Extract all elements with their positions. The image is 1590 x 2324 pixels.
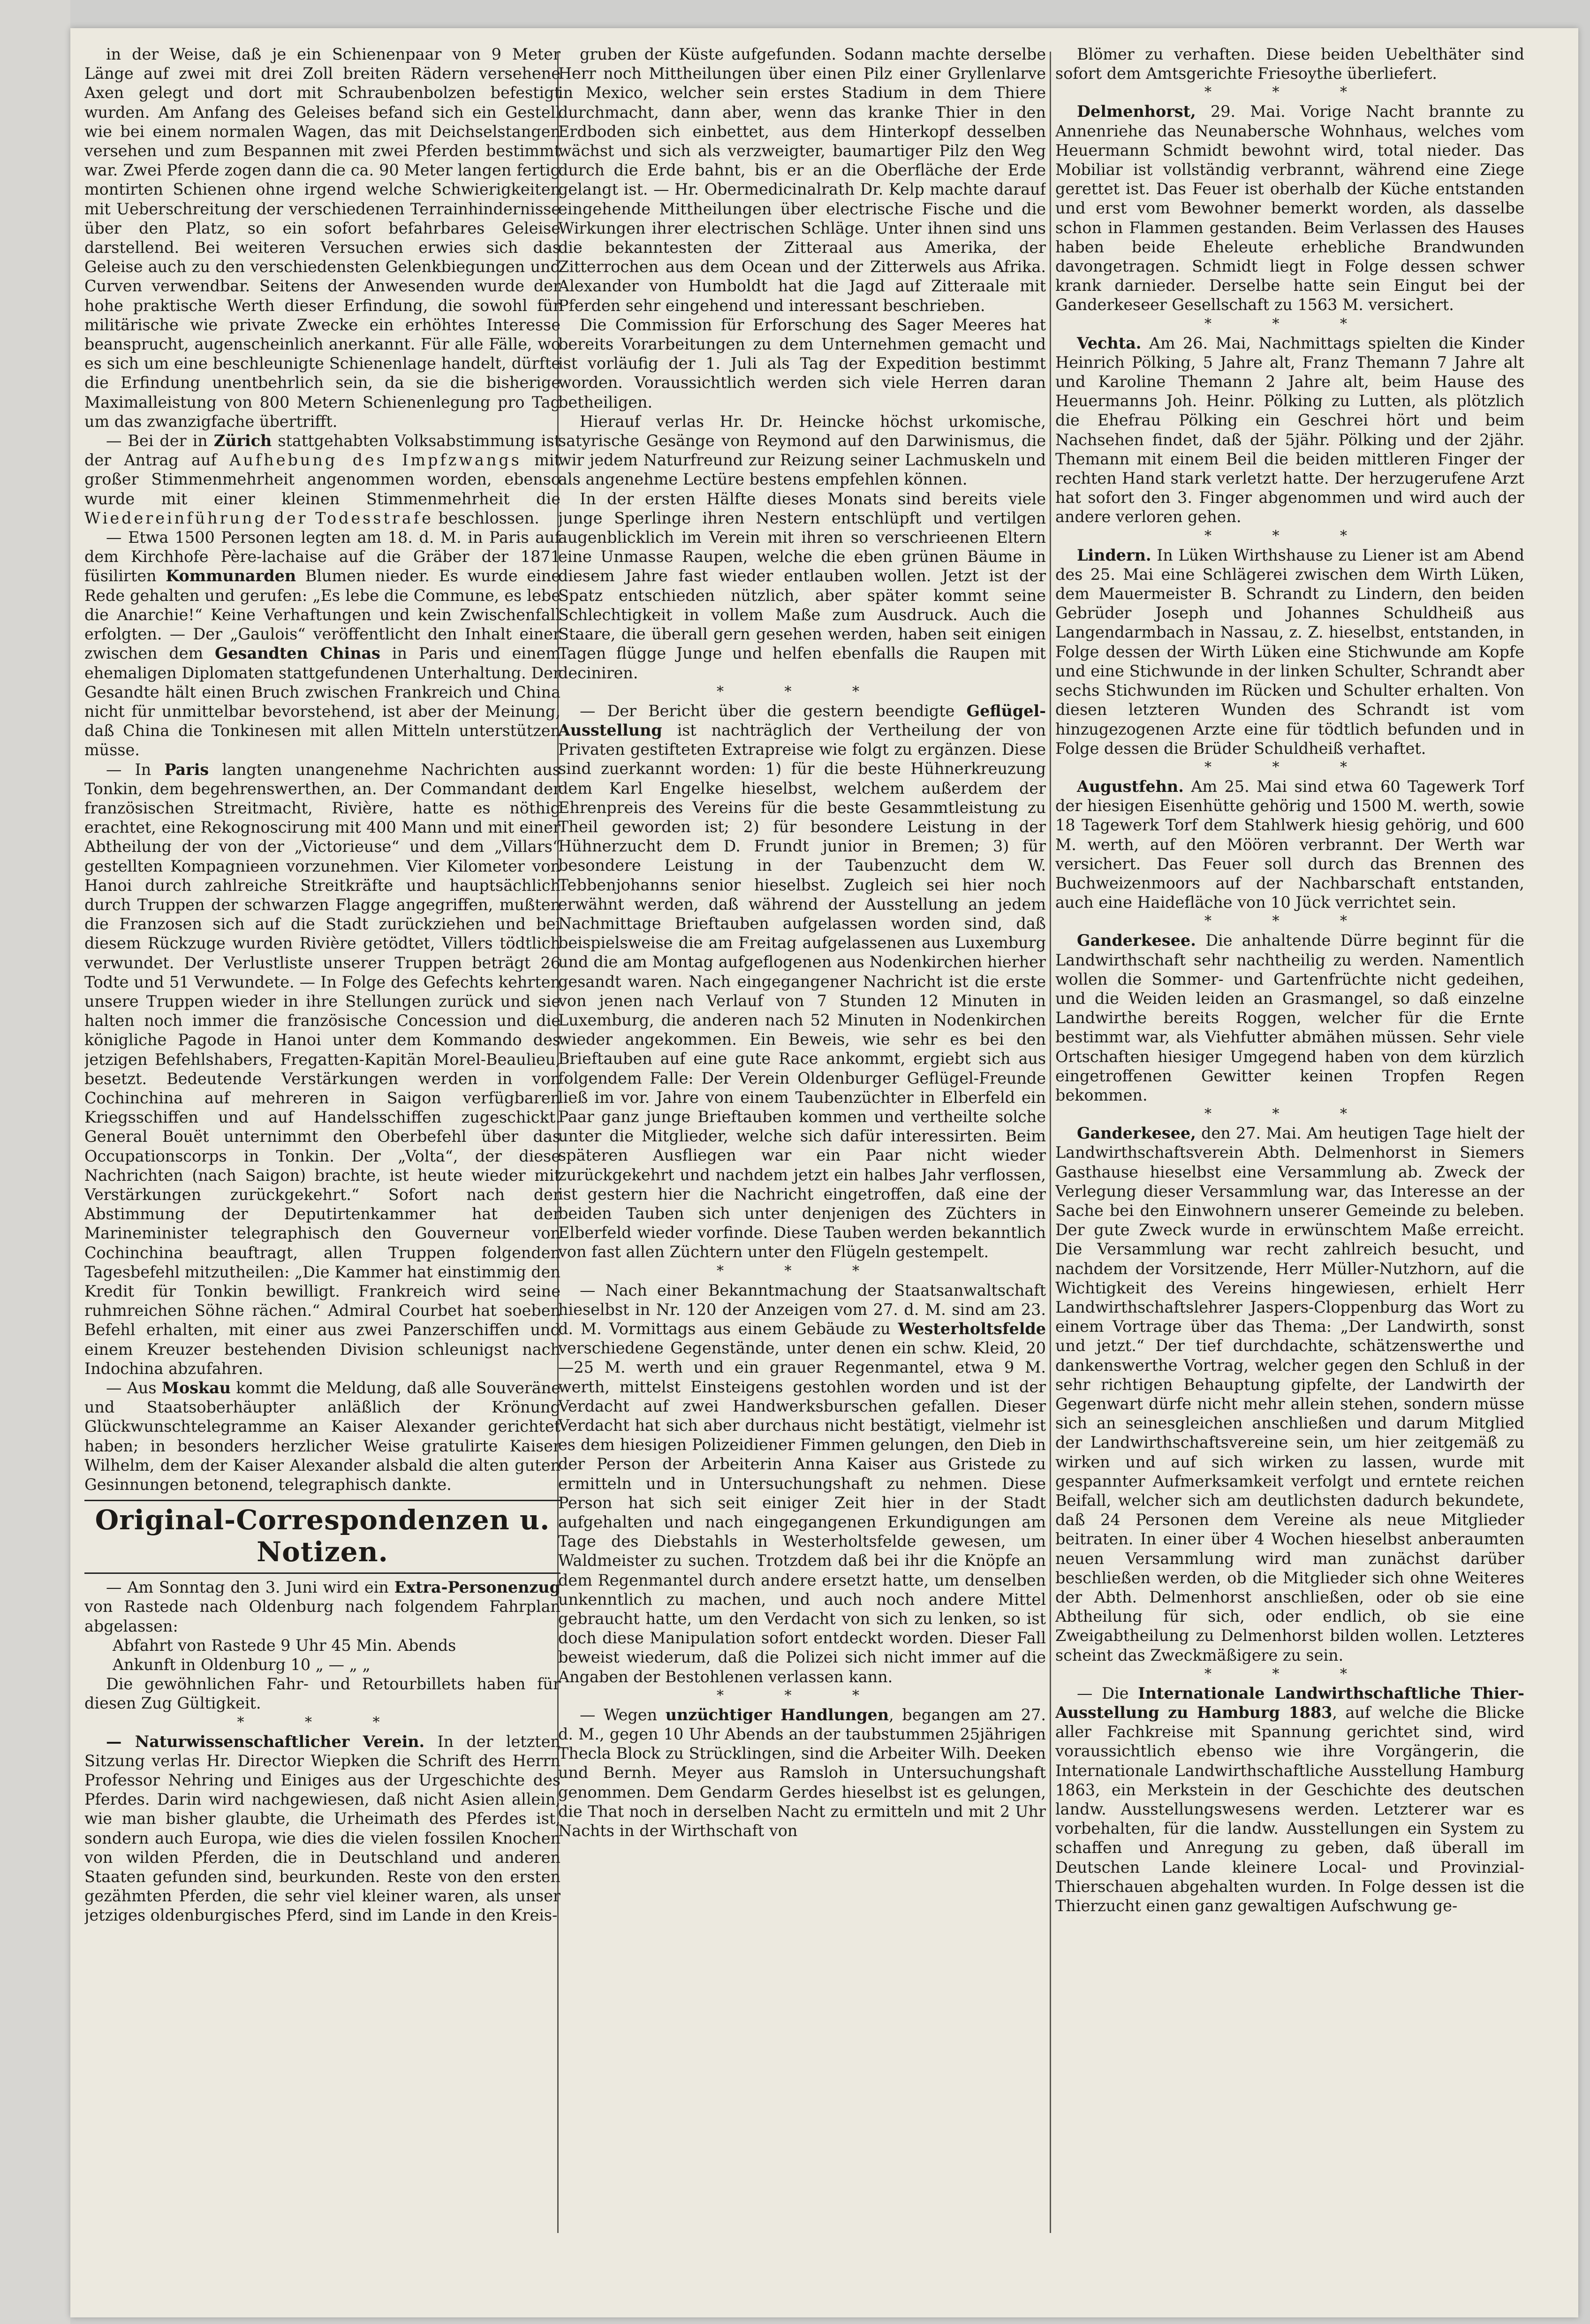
article-paragraph: Die gewöhnlichen Fahr- und Retourbillets haben für diesen Zug Gültigkeit. [84, 1675, 560, 1713]
article-moskau: — Aus Moskau kommt die Meldung, daß alle Souveräne und Staatsoberhäupter anläßlich der Krönung Glückwunschtelegramme an Kaiser Alexander gerichtet haben; in besonders herzlicher Weise gratulirte Kaiser Wilhelm, dem der Kaiser Alexander alsbald die alten guten Gesinnungen betonend, telegraphisch dankte. [84, 1379, 560, 1494]
separator-stars: * * * [1204, 527, 1376, 544]
separator-stars: * * * [1204, 1106, 1376, 1123]
article-augustfehn: Augustfehn. Am 25. Mai sind etwa 60 Tagewerk Torf der hiesigen Eisenhütte gehörig und 1500 M. werth, sowie 18 Tagewerk Torf dem Stahlwerk hiesig gehörig, und 600 M. werth, auf den Möören verbrannt. Der Werth war versichert. Das Feuer soll durch das Brennen des Buchweizenmoors auf der Nachbarschaft entstanden, auch eine Haidefläche von 10 Jück verrichtet sein. [1055, 777, 1524, 912]
separator-stars: * * * [1204, 84, 1376, 101]
column-3 [1055, 45, 1524, 2280]
article-paris-kommunarden: — Etwa 1500 Personen legten am 18. d. M. in Paris auf dem Kirchhofe Père-lachaise auf die Gräber der 1871 füsilirten Kommunarden Blumen nieder. Es wurde eine Rede gehalten und gerufen: „Es lebe die Commune, es lebe die Anarchie!“ Keine Verhaftungen und kein Zwischenfall erfolgten. — Der „Gaulois“ veröffentlicht den Inhalt einer zwischen dem Gesandten Chinas in Paris und einem ehemaligen Diplomaten stattgefundenen Unterhaltung. Der Gesandte hält einen Bruch zwischen Frankreich und China nicht für unmittelbar bevorstehend, ist aber der Meinung, daß China die Tonkinesen mit allen Mitteln unterstützen müsse. [84, 528, 560, 759]
separator-stars: * * * [1204, 1665, 1376, 1682]
schedule-line: Ankunft in Oldenburg 10 „ — „ „ [113, 1656, 371, 1674]
article-paris-tonkin: — In Paris langten unangenehme Nachrichten aus Tonkin, dem begehrenswerthen, an. Der Commandant der französischen Streitmacht, Rivière, hatte es nöthig erachtet, eine Rekognoscirung mit 400 Mann und mit einer Abtheilung der von der „Victorieuse“ und dem „Villars“ gestellten Kompagnieen vorzunehmen. Vier Kilometer von Hanoi durch zahlreiche Streitkräfte und hauptsächlich durch Truppen der schwarzen Flagge angegriffen, mußten die Franzosen sich auf die Stadt zurückziehen und bei diesem Rückzuge wurden Rivière getödtet, Villers tödtlich verwundet. Der Verlustliste unserer Truppen beträgt 26 Todte und 51 Verwundete. — In Folge des Gefechts kehrten unsere Truppen wieder in ihre Stellungen zurück und sie halten noch immer die französische Concession und die königliche Pagode in Hanoi unter dem Kommando des jetzigen Befehlshabers, Fregatten-Kapitän Morel-Beaulieu, besetzt. Bedeutende Verstärkungen werden in von Cochinchina auf mehreren in Saigon verfügbaren Kriegsschiffen und auf Handelsschiffen zugeschickt. General Bouët unternimmt den Oberbefehl über das Occupationscorps in Tonkin. Der „Volta“, der diese Nachrichten (nach Saigon) brachte, ist heute wieder mit Verstärkungen zurückgekehrt.“ Sofort nach der Abstimmung der Deputirtenkammer hat der Marineminister telegraphisch den Gouverneur von Cochinchina beauftragt, allen Truppen folgenden Tagesbefehl mitzutheilen: „Die Kammer hat einstimmig den Kredit für Tonkin bewilligt. Frankreich wird seine ruhmreichen Söhne rächen.“ Admiral Courbet hat soeben Befehl erhalten, mit einer aus zwei Panzerschiffen und einem Kreuzer bestehenden Division schleunigst nach Indochina abzufahren. [84, 760, 560, 1378]
article-paragraph: In der ersten Hälfte dieses Monats sind bereits viele junge Sperlinge ihren Nestern entschlüpft und vertilgen augenblicklich im Verein mit ihren so verschrieenen Eltern eine Unmasse Raupen, welche die eben grünen Bäume in diesem Jahre fast wieder entlauben wollen. Jetzt ist der Spatz entschieden nützlich, aber später kommt seine Schlechtigkeit in vollem Maße zum Ausdruck. Auch die Staare, die überall gern gesehen werden, haben seit einigen Tagen flügge Junge und helfen ebenfalls die Raupen mit deciniren. [558, 489, 1046, 682]
separator-stars: * * * [1204, 315, 1376, 332]
article-paragraph: Hierauf verlas Hr. Dr. Heincke höchst urkomische, satyrische Gesänge von Reymond auf den Darwinismus, die wir jedem Naturfreund zur Reizung seiner Lachmuskeln und als angenehme Lectüre bestens empfehlen können. [558, 412, 1046, 489]
article-zurich: — Bei der in Zürich stattgehabten Volksabstimmung ist der Antrag auf Aufhebung des Impfzwangs mit großer Stimmenmehrheit angenommen worden, ebenso wurde mit einer kleinen Stimmenmehrheit die Wiedereinführung der Todesstrafe beschlossen. [84, 432, 560, 527]
place-name: Zürich [213, 432, 272, 450]
article-extrazug: — Am Sonntag den 3. Juni wird ein Extra-Personenzug von Rastede nach Oldenburg nach folgendem Fahrplan abgelassen: [84, 1578, 560, 1635]
article-paragraph: Die Commission für Erforschung des Sager Meeres hat bereits Vorarbeitungen zu dem Unternehmen gemacht und ist vorläufig der 1. Juli als Tag der Expedition bestimmt worden. Voraussichtlich werden sich viele Herren daran betheiligen. [558, 315, 1046, 411]
separator-stars: * * * [1204, 913, 1376, 930]
separator-stars: * * * [716, 1687, 888, 1704]
article-paragraph: in der Weise, daß je ein Schienenpaar von 9 Meter Länge auf zwei mit drei Zoll breiten Rädern versehene Axen gelegt und dort mit Schraubenbolzen befestigt wurden. Am Anfang des Geleises befand sich ein Gestell wie bei einem normalen Wagen, das mit Deichselstangen versehen und zum Bespannen mit zwei Pferden bestimmt war. Zwei Pferde zogen dann die ca. 90 Meter langen fertig montirten Schienen ohne irgend welche Schwierigkeiten mit Ueberschreitung der verschiedenen Terrainhindernisse über den Platz, so ein sofort befahrbares Geleise darstellend. Bei weiteren Versuchen erwies sich das Geleise auch zu den verschiedensten Gelenkbiegungen und Curven verwendbar. Seitens der Anwesenden wurde der hohe praktische Werth dieser Erfindung, die sowohl für militärische wie private Zwecke ein erhöhtes Interesse beansprucht, augenscheinlich anerkannt. Für alle Fälle, wo es sich um eine beschleunigte Schienenlage handelt, dürfte die Erfindung unentbehrlich sein, da sie die bisherige Maximalleistung von 800 Metern Schienenlegung pro Tag um das zwanzigfache übertrifft. [84, 45, 560, 431]
article-paragraph: Blömer zu verhaften. Diese beiden Uebelthäter sind sofort dem Amtsgerichte Friesoythe überliefert. [1055, 45, 1524, 83]
article-ganderkesee-2: Ganderkesee, den 27. Mai. Am heutigen Tage hielt der Landwirthschaftsverein Abth. Delmenhorst in Siemers Gasthause hieselbst eine Versammlung ab. Zweck der Verlegung dieser Versammlung war, das Interesse an der Sache bei den Einwohnern unserer Gemeinde zu beleben. Der gute Zweck wurde in erwünschtem Maße erreicht. Die Versammlung war recht zahlreich besucht, und nachdem der Vorsitzende, Herr Müller-Nutzhorn, auf die Wichtigkeit des Vereins hingewiesen, erhielt Herr Landwirthschaftslehrer Jaspers-Cloppenburg das Wort zu einem Vortrage über das Thema: „Der Landwirth, sonst und jetzt.“ Der tief durchdachte, schätzenswerthe und dankenswerthe Vortrag, welcher gegen den Schluß in der sehr richtigen Behauptung gipfelte, der Landwirth der Gegenwart dürfe nicht mehr allein stehen, sondern müsse sich an seinesgleichen anschließen und darum Mitglied der Landwirthschaftsvereine sein, um hier zeitgemäß zu wirken und auf sich wirken zu lassen, wurde mit gespannter Aufmerksamkeit verfolgt und erntete reichen Beifall, welcher sich am deutlichsten dadurch bekundete, daß 24 Personen dem Vereine als neue Mitglieder beitraten. In einer über 4 Wochen hieselbst anberaumten neuen Versammlung wird man zunächst darüber beschließen werden, ob die Mitglieder sich ohne Weiteres der Abth. Delmenhorst anschließen, oder ob sie eine Abtheilung für sich, oder endlich, ob sie eine Zweigabtheilung zu Delmenhorst bilden wollen. Letzteres scheint das Zweckmäßigere zu sein. [1055, 1124, 1524, 1664]
schedule-line: Abfahrt von Rastede 9 Uhr 45 Min. Abends [113, 1636, 456, 1655]
article-westerholtsfelde: — Nach einer Bekanntmachung der Staatsanwaltschaft hieselbst in Nr. 120 der Anzeigen vom 27. d. M. sind am 23. d. M. Vormittags aus einem Gebäude zu Westerholtsfelde verschiedene Gegenstände, unter denen ein schw. Kleid, 20—25 M. werth und ein grauer Regenmantel, etwa 9 M. werth, mittelst Einsteigens gestohlen worden und ist der Verdacht auf zwei Handwerksburschen gefallen. Dieser Verdacht hat sich aber durchaus nicht bestätigt, vielmehr ist es dem hiesigen Polizeidiener Fimmen gelungen, den Dieb in der Person der Arbeiterin Anna Kaiser aus Gristede zu ermitteln und in Untersuchungshaft zu nehmen. Diese Person hat sich seit einiger Zeit hier in der Stadt aufgehalten und nach eingegangenen Erkundigungen am Tage des Diebstahls in Westerholtsfelde gewesen, um Waldmeister zu suchen. Trotzdem daß bei ihr die Knöpfe an dem Regenmantel durch andere ersetzt hatte, um denselben unkenntlich zu machen, und auch noch andere Mittel gebraucht hatte, um den Verdacht von sich zu lenken, so ist doch diese Manipulation sofort entdeckt worden. Dieser Fall beweist wiederum, daß die Polizei sich nicht immer auf die Angaben der Bestohlenen verlassen kann. [558, 1281, 1046, 1686]
column-rule-2 [1050, 52, 1051, 2233]
article-vechta: Vechta. Am 26. Mai, Nachmittags spielten die Kinder Heinrich Pölking, 5 Jahre alt, Franz Themann 7 Jahre alt und Karoline Themann 2 Jahre alt, beim Hause des Heuermanns Joh. Heinr. Pölking zu Lutten, als plötzlich die Ehefrau Pölking ein Geschrei hört und beim Nachsehen findet, daß der 5jähr. Pölking und der 2jähr. Themann mit einem Beil die beiden mittleren Finger der rechten Hand stark verletzt hatte. Der herzugerufene Arzt hat sofort den 3. Finger abgenommen und wird auch der andere verloren gehen. [1055, 334, 1524, 526]
column-2 [558, 45, 1046, 2280]
article-lindern: Lindern. In Lüken Wirthshause zu Liener ist am Abend des 25. Mai eine Schlägerei zwischen dem Wirth Lüken, dem Mauermeister B. Schrandt zu Lindern, den beiden Gebrüder Joseph und Johannes Schuldheiß aus Langendarmbach in Nassau, z. Z. hieselbst, entstanden, in Folge dessen der Wirth Lüken eine Stichwunde am Kopfe und eine Stichwunde in der linken Schulter, Schrandt aber sechs Stichwunden im Rücken und Schulter erhalten. Von diesen letzteren Wunden des Schrandt ist vom hinzugezogenen Arzte eine für tödtlich befunden und in Folge dessen die Brüder Schuldheiß verhaftet. [1055, 546, 1524, 758]
section-heading: Original-Correspondenzen u. Notizen. [84, 1500, 560, 1574]
article-gefluegel: — Der Bericht über die gestern beendigte Geflügel-Ausstellung ist nachträglich der Vertheilung der von Privaten gestifteten Extrapreise wie folgt zu ergänzen. Diese sind zuerkannt worden: 1) für die beste Hühnerkreuzung dem Karl Engelke hieselbst, welchem außerdem der Ehrenpreis des Vereins für die beste Gesammtleistung zu Theil geworden ist; 2) für besondere Leistung in der Hühnerzucht dem D. Frundt junior in Bremen; 3) für besondere Leistung in der Taubenzucht dem W. Tebbenjohanns senior hieselbst. Zugleich sei hier noch erwähnt werden, daß während der Ausstellung an jedem Nachmittage Brieftauben aufgelassen worden sind, daß beispielsweise die am Freitag aufgelassenen aus Luxemburg und die am Montag aufgeflogenen aus Nodenkirchen hierher gesandt waren. Nach eingegangener Nachricht ist die erste von jenen nach Verlauf von 7 Stunden 12 Minuten in Luxemburg, die anderen nach 52 Minuten in Nodenkirchen wieder angekommen. Ein Beweis, wie sehr es bei den Brieftauben auf eine gute Race ankommt, ergiebt sich aus folgendem Falle: Der Verein Oldenburger Geflügel-Freunde ließ im vor. Jahre von einem Taubenzüchter in Elberfeld ein Paar ganz junge Brieftauben kommen und vertheilte solche unter die Mitglieder, welche sich dafür interessirten. Beim späteren Ausfliegen war ein Paar nicht wieder zurückgekehrt und nachdem jetzt ein halbes Jahr verflossen, ist gestern hier die Nachricht eingetroffen, daß eine der beiden Tauben sich unter denjenigen des Züchters in Elberfeld wieder vorfinde. Diese Tauben werden bekanntlich von fast allen Züchtern unter den Flügeln gestempelt. [558, 701, 1046, 1261]
article-naturwissenschaft: — Naturwissenschaftlicher Verein. In der letzten Sitzung verlas Hr. Director Wiepken die Schrift des Herrn Professor Nehring und Einiges aus der Urgeschichte des Pferdes. Darin wird nachgewiesen, daß nicht Asien allein, wie man bisher glaubte, die Urheimath des Pferdes ist, sondern auch Europa, wie dies die vielen fossilen Knochen von wilden Pferden, die in Deutschland und anderen Staaten gefunden sind, beurkunden. Reste von den ersten gezähmten Pferden, die sehr viel kleiner waren, als unser jetziges oldenburgisches Pferd, sind im Lande in den Kreis- [84, 1732, 560, 1925]
column-1 [84, 45, 560, 2280]
separator-stars: * * * [716, 1262, 888, 1279]
article-ganderkesee-1: Ganderkesee. Die anhaltende Dürre beginnt für die Landwirthschaft sehr nachtheilig zu werden. Namentlich wollen die Sommer- und Gartenfrüchte nicht gedeihen, und die Weiden leiden an Grasmangel, so daß einzelne Landwirthe bereits Roggen, welcher für die Ernte bestimmt war, als Viehfutter abmähen müssen. Sehr viele Ortschaften hiesiger Umgegend haben von dem kürzlich eingetroffenen Gewitter keinen Tropfen Regen bekommen. [1055, 931, 1524, 1104]
article-hamburg: — Die Internationale Landwirthschaftliche Thier-Ausstellung zu Hamburg 1883, auf welche die Blicke aller Fachkreise mit Spannung gerichtet sind, wird voraussichtlich ebenso wie ihre Vorgängerin, die Internationale Landwirthschaftliche Ausstellung Hamburg 1863, ein Merkstein in der Geschichte des deutschen landw. Ausstellungswesens werden. Letzterer war es vorbehalten, für die landw. Ausstellungen ein System zu schaffen und Anregung zu geben, daß überall im Deutschen Lande kleinere Local- und Provinzial-Thierschauen abgehalten wurden. In Folge dessen ist die Thierzucht einen ganz gewaltigen Aufschwung ge- [1055, 1684, 1524, 1915]
scan-edge [0, 0, 70, 2324]
article-handlungen: — Wegen unzüchtiger Handlungen, begangen am 27. d. M., gegen 10 Uhr Abends an der taubstummen 25jährigen Thecla Block zu Strücklingen, sind die Arbeiter Wilh. Deeken und Bernh. Meyer aus Ramsloh in Untersuchungshaft genommen. Dem Gendarm Gerdes hieselbst ist es gelungen, die That noch in derselben Nacht zu ermitteln und mit 2 Uhr Nachts in der Wirthschaft von [558, 1705, 1046, 1840]
article-paragraph: gruben der Küste aufgefunden. Sodann machte derselbe Herr noch Mittheilungen über einen Pilz einer Gryllenlarve in Mexico, welcher sein erstes Stadium in dem Thiere durchmacht, dann aber, wenn das kranke Thier in den Erdboden sich einbettet, aus dem Hinterkopf desselben wächst und sich als verzweigter, baumartiger Pilz den Weg durch die Erde bahnt, bis er an die Oberfläche der Erde gelangt ist. — Hr. Obermedicinalrath Dr. Kelp machte darauf eingehende Mittheilungen über electrische Fische und die Wirkungen ihrer electrischen Schläge. Unter ihnen sind uns die bekanntesten der Zitteraal aus Amerika, der Zitterrochen aus dem Ocean und der Zitterwels aus Afrika. Alexander von Humboldt hat die Jagd auf Zitteraale mit Pferden sehr eingehend und interessant beschrieben. [558, 45, 1046, 315]
separator-stars: * * * [716, 683, 888, 700]
separator-stars: * * * [237, 1714, 408, 1731]
article-delmenhorst: Delmenhorst, 29. Mai. Vorige Nacht brannte zu Annenriehe das Neunabersche Wohnhaus, welches vom Heuermann Schmidt bewohnt wird, total nieder. Das Mobiliar ist vollständig verbrannt, während eine Ziege gerettet ist. Das Feuer ist oberhalb der Küche entstanden und erst vom Bewohner bemerkt worden, als dasselbe schon in Flammen gestanden. Beim Verlassen des Hauses haben beide Eheleute erhebliche Brandwunden davongetragen. Schmidt liegt in Folge dessen schwer krank darnieder. Derselbe hatte sein Eingut bei der Ganderkeseer Gesellschaft zu 1563 M. versichert. [1055, 102, 1524, 314]
separator-stars: * * * [1204, 759, 1376, 775]
